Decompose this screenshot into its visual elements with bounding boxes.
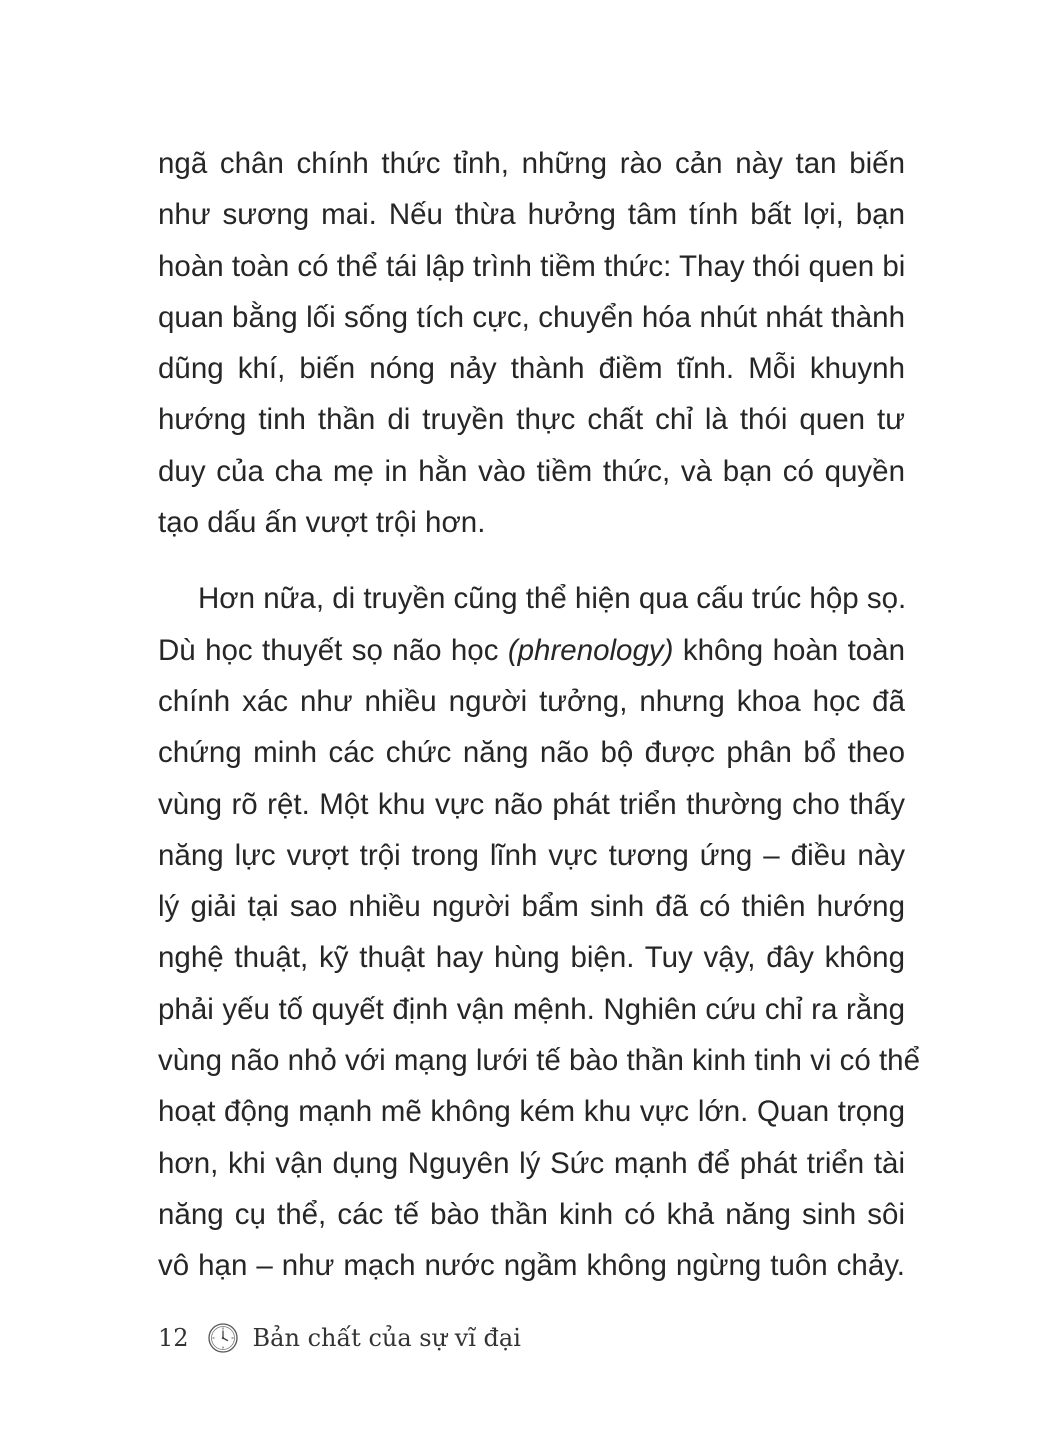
text-line: dũng khí, biến nóng nảy thành điềm tĩnh. Mỗi khuynh — [158, 352, 905, 386]
text-line: phải yếu tố quyết định vận mệnh. Nghiên cứu chỉ ra rằng — [158, 992, 905, 1026]
text-line: vô hạn – như mạch nước ngầm không ngừng tuôn chảy. — [158, 1249, 905, 1283]
text-line: hoạt động mạnh mẽ không kém khu vực lớn. Quan trọng — [158, 1095, 905, 1129]
text-line: Hơn nữa, di truyền cũng thể hiện qua cấu trúc hộp sọ. — [198, 582, 907, 616]
clock-icon — [207, 1322, 239, 1354]
text-line: nghệ thuật, kỹ thuật hay hùng biện. Tuy vậy, đây không — [158, 941, 905, 975]
text-line: như sương mai. Nếu thừa hưởng tâm tính bất lợi, bạn — [158, 198, 905, 232]
text-line: vùng rõ rệt. Một khu vực não phát triển thường cho thấy — [158, 787, 905, 821]
text-line: năng lực vượt trội trong lĩnh vực tương ứng – điều này — [158, 838, 905, 872]
paragraph-1 — [158, 138, 905, 548]
text-line: quan bằng lối sống tích cực, chuyển hóa nhút nhát thành — [158, 300, 905, 334]
text-line: hoàn toàn có thể tái lập trình tiềm thức: Thay thói quen bi — [158, 249, 906, 283]
text-line: năng cụ thể, các tế bào thần kinh có khả năng sinh sôi — [158, 1197, 905, 1231]
text-line: hướng tinh thần di truyền thực chất chỉ là thói quen tư — [158, 403, 905, 437]
text-run: Dù học thuyết sọ não học — [158, 633, 508, 667]
text-line: chính xác như nhiều người tưởng, nhưng khoa học đã — [158, 684, 905, 718]
text-line: vùng não nhỏ với mạng lưới tế bào thần kinh tinh vi có thể — [158, 1044, 920, 1078]
text-line: ngã chân chính thức tỉnh, những rào cản này tan biến — [158, 147, 905, 180]
paragraph-2 — [158, 573, 920, 1291]
text-line: tạo dấu ấn vượt trội hơn. — [158, 506, 486, 540]
phrenology-term: (phrenology) — [507, 633, 674, 667]
text-line: chứng minh các chức năng não bộ được phân bổ theo — [158, 736, 905, 770]
page-footer — [158, 1318, 521, 1358]
page-body — [158, 138, 920, 1292]
text-run: không hoàn toàn — [673, 633, 905, 667]
book-title: Bản chất của sự vĩ đại — [252, 1324, 521, 1352]
text-line: duy của cha mẹ in hằn vào tiềm thức, và bạn có quyền — [158, 454, 905, 488]
text-line: hơn, khi vận dụng Nguyên lý Sức mạnh để phát triển tài — [158, 1146, 905, 1180]
text-line — [158, 625, 905, 676]
text-line: lý giải tại sao nhiều người bẩm sinh đã có thiên hướng — [158, 890, 905, 924]
page-number: 12 — [158, 1324, 189, 1352]
